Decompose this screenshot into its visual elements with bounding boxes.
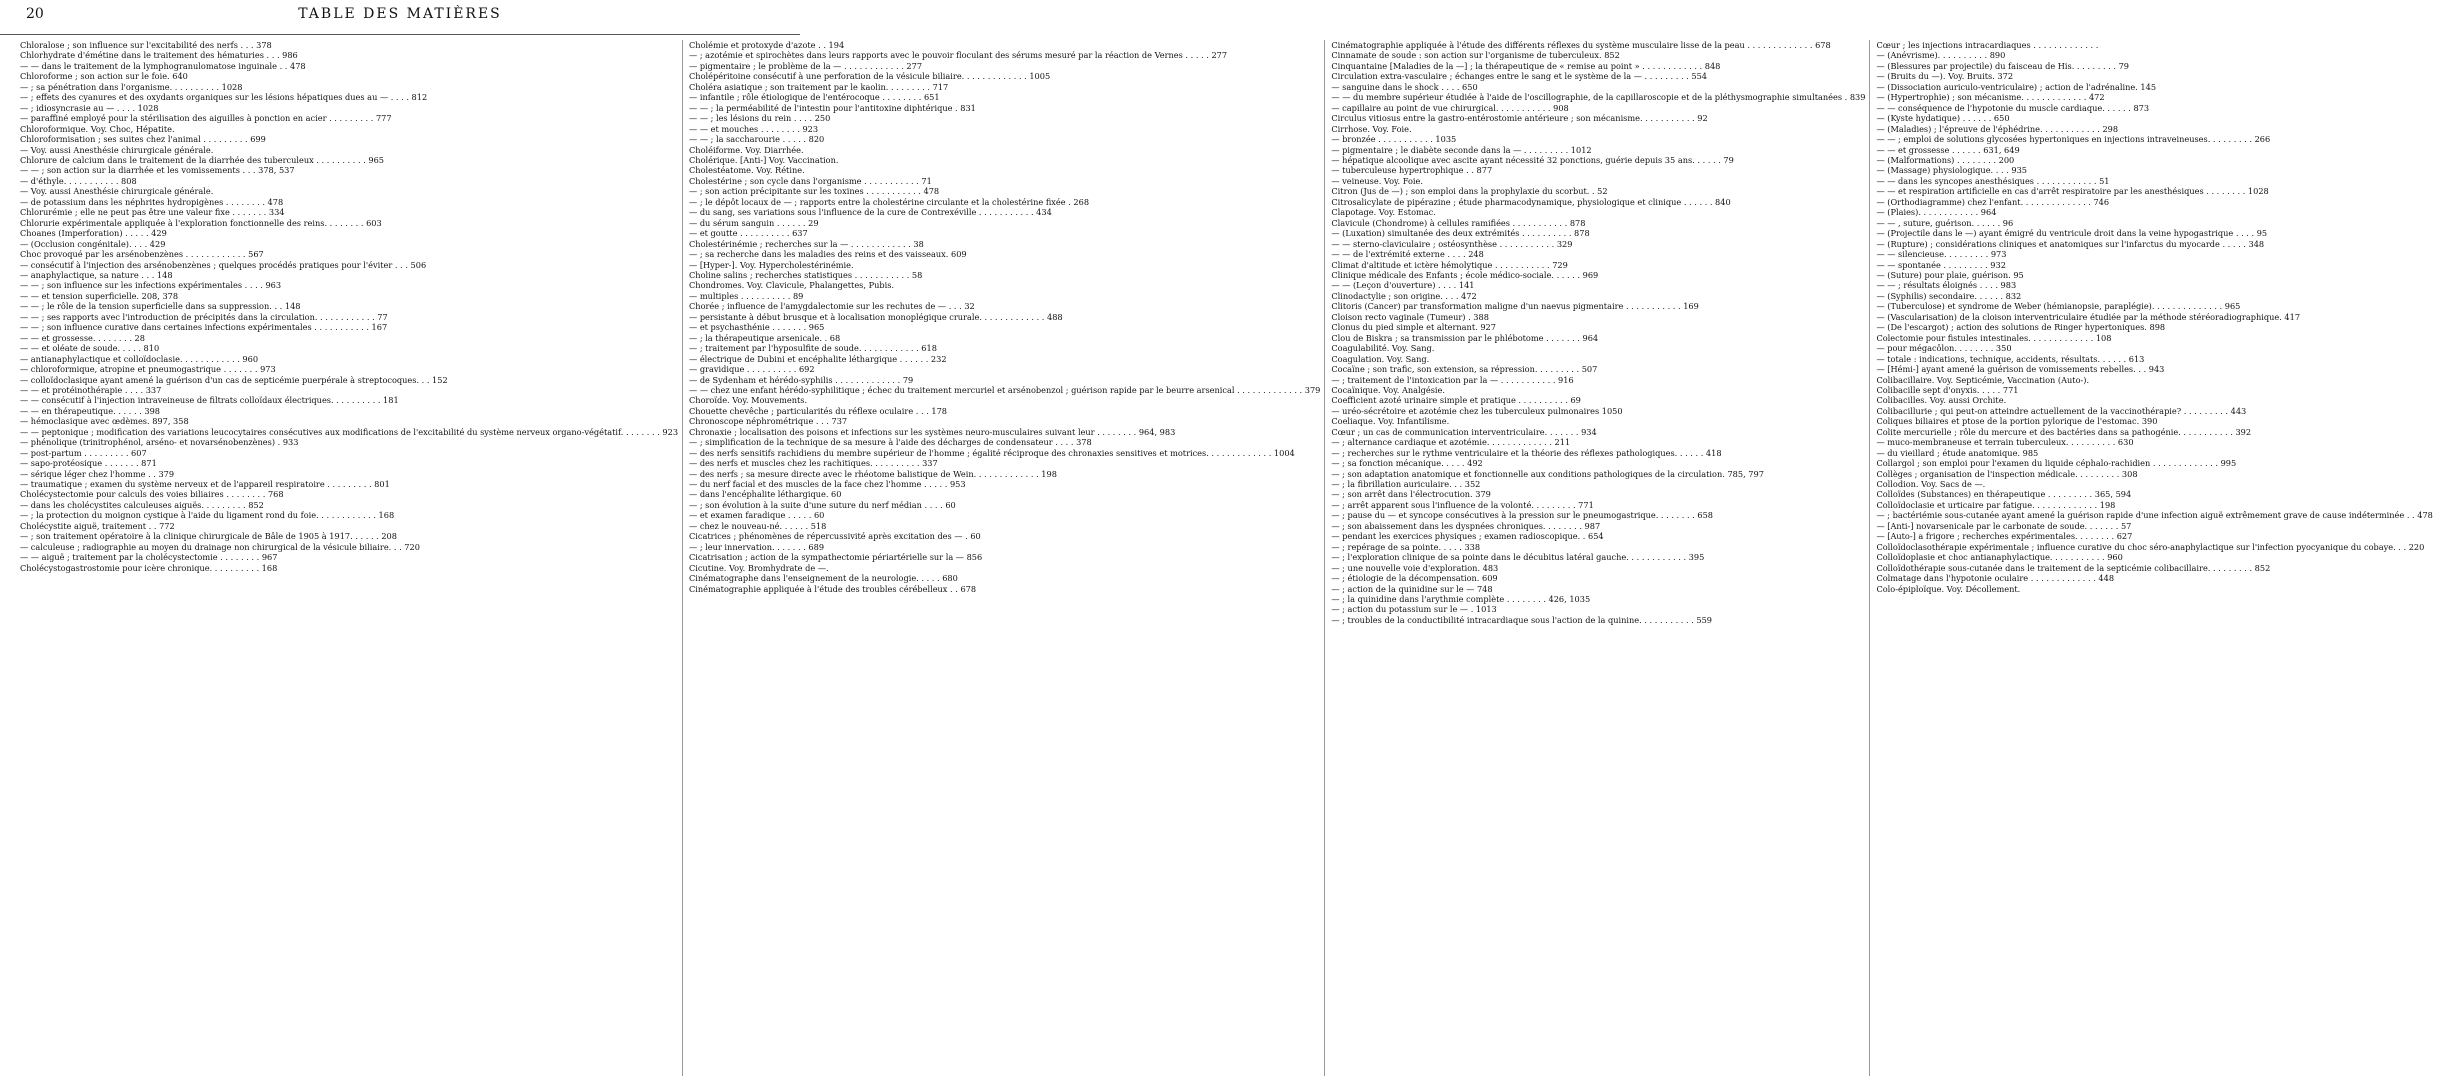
index-entry: — — ; son influence sur les infections expérimentales . . . . 963 — [20, 280, 282, 291]
index-entry: Choléiforme. Voy. Diarrhée. — [689, 144, 804, 155]
index-entry: Colibacillaire. Voy. Septicémie, Vaccination (Auto-). — [1876, 374, 2090, 385]
index-entry: — multiples . . . . . . . . . . 89 — [689, 290, 804, 301]
index-entry: — — aiguë ; traitement par la cholécystectomie . . . . . . . . 967 — [20, 552, 278, 563]
index-entry: — ; la fibrillation auriculaire. . . 352 — [1331, 479, 1481, 490]
index-entry: — ; arrêt apparent sous l'influence de la volonté. . . . . . . . . 771 — [1331, 499, 1594, 510]
index-entry: Choc provoqué par les arsénobenzènes . . . . . . . . . . . . 567 — [20, 249, 264, 260]
index-entry: — — (Leçon d'ouverture) . . . . 141 — [1331, 280, 1475, 291]
index-entry: — électrique de Dubini et encéphalite léthargique . . . . . . 232 — [689, 353, 947, 364]
index-entry: — du sérum sanguin . . . . . . 29 — [689, 217, 819, 228]
index-entry: — ; idiosyncrasie au — . . . . 1028 — [20, 102, 159, 113]
index-entry: — (Dissociation auriculo-ventriculaire) ; action de l'adrénaline. 145 — [1876, 81, 2157, 92]
index-entry: Cinquantaine [Maladies de la —] ; la thérapeutique de « remise au point » . . . . . . . . . . . . 848 — [1331, 60, 1721, 71]
index-entry: Cholécystectomie pour calculs des voies biliaires . . . . . . . . 768 — [20, 489, 284, 500]
index-entry: — (Anévrisme). . . . . . . . . . 890 — [1876, 50, 2006, 61]
index-entry: Cloison recto vaginale (Tumeur) . 388 — [1331, 311, 1489, 322]
index-entry: — ; le dépôt locaux de — ; rapports entre la cholestérine circulante et la cholestérine fixée . 268 — [689, 196, 1090, 207]
index-entry: Chlorurémie ; elle ne peut pas être une valeur fixe . . . . . . . 334 — [20, 207, 285, 218]
index-entry: — — sterno-claviculaire ; ostéosynthèse . . . . . . . . . . . 329 — [1331, 238, 1573, 249]
index-entry: — gravidique . . . . . . . . . . 692 — [689, 364, 815, 375]
index-entry: Clavicule (Chondrome) à cellules ramifiées . . . . . . . . . . . 878 — [1331, 217, 1586, 228]
index-entry: — (Vascularisation) de la cloison interventriculaire étudiée par la méthode stéréoradiographique. 417 — [1876, 311, 2301, 322]
index-entry: — pendant les exercices physiques ; examen radioscopique. . 654 — [1331, 531, 1604, 542]
index-entry: — ; son adaptation anatomique et fonctionnelle aux conditions pathologiques de la circulation. 785, 797 — [1331, 468, 1764, 479]
index-entry: — hépatique alcoolique avec ascite ayant nécessité 32 ponctions, guérie depuis 35 ans. . . . . . 79 — [1331, 154, 1734, 165]
index-entry: — — ; la perméabilité de l'intestin pour l'antitoxine diphtérique . 831 — [689, 102, 976, 113]
index-entry: — (Hypertrophie) ; son mécanisme. . . . . . . . . . . . . 472 — [1876, 92, 2105, 103]
index-entry: — ; traitement par l'hyposulfite de soude. . . . . . . . . . . . 618 — [689, 343, 937, 354]
index-entry: — ; sa recherche dans les maladies des reins et des vaisseaux. 609 — [689, 249, 967, 260]
index-entry: — d'éthyle. . . . . . . . . . . 808 — [20, 175, 137, 186]
index-entry: — et psychasthénie . . . . . . . 965 — [689, 322, 825, 333]
index-entry: — — conséquence de l'hypotonie du muscle cardiaque. . . . . . 873 — [1876, 102, 2150, 113]
index-entry: Clinodactylie ; son origine. . . . 472 — [1331, 290, 1477, 301]
index-entry: Cholérique. [Anti-] Voy. Vaccination. — [689, 154, 839, 165]
index-entry: Chronoscope néphrométrique . . . 737 — [689, 416, 848, 427]
index-entry: — ; action du potassium sur le — . 1013 — [1331, 604, 1497, 615]
index-entry: — ; azotémie et spirochètes dans leurs rapports avec le pouvoir floculant des sérums mesuré par la réaction de Vernes . . . . . 277 — [689, 50, 1228, 61]
index-entry: — tuberculeuse hypertrophique . . 877 — [1331, 165, 1493, 176]
index-entry: Climat d'altitude et ictère hémolytique . . . . . . . . . . . 729 — [1331, 259, 1568, 270]
index-entry: — ; l'exploration clinique de sa pointe dans le décubitus latéral gauche. . . . . . . . . . . . 395 — [1331, 552, 1705, 563]
index-entry: Colloïdothérapie sous-cutanée dans le traitement de la septicémie colibacillaire. . . . . . . . . 852 — [1876, 562, 2271, 573]
index-entry: — — et mouches . . . . . . . . 923 — [689, 123, 819, 134]
index-entry: — infantile ; rôle étiologique de l'entérocoque . . . . . . . . 651 — [689, 92, 940, 103]
index-entry: — antianaphylactique et colloïdoclasie. . . . . . . . . . . . 960 — [20, 353, 259, 364]
index-entry: Cholémie et protoxyde d'azote . . 194 — [689, 40, 845, 50]
index-entry: — et goutte . . . . . . . . . . 637 — [689, 228, 808, 239]
index-entry: — (Bruits du —). Voy. Bruits. 372 — [1876, 71, 2014, 82]
index-entry: Colloïdoclasie et urticaire par fatigue. . . . . . . . . . . . . 198 — [1876, 499, 2116, 510]
index-entry: — phénolique (trinitrophénol, arséno- et novarsénobenzènes) . 933 — [20, 437, 299, 448]
page-header — [0, 0, 800, 35]
index-entry: — (Malformations) . . . . . . . . 200 — [1876, 154, 2015, 165]
index-entry: Cicatrices ; phénomènes de répercussivité après excitation des — . 60 — [689, 531, 981, 542]
index-entry: — pigmentaire ; le problème de la — . . . . . . . . . . . . 277 — [689, 60, 923, 71]
index-entry: Colectomie pour fistules intestinales. . . . . . . . . . . . . 108 — [1876, 332, 2112, 343]
index-entry: — ; une nouvelle voie d'exploration. 483 — [1331, 562, 1499, 573]
index-entry: — — et respiration artificielle en cas d'arrêt respiratoire par les anesthésiques . . . . . . . . 1028 — [1876, 186, 2269, 197]
index-entry: — ; leur innervation. . . . . . . 689 — [689, 541, 825, 552]
index-entry: — — dans les syncopes anesthésiques . . . . . . . . . . . . 51 — [1876, 175, 2110, 186]
index-entry: — dans l'encéphalite léthargique. 60 — [689, 489, 842, 500]
index-entry: — — chez une enfant hérédo-syphilitique ; échec du traitement mercuriel et arsénobenzol ; guérison rapide par le beurre arsenical . . . . . . . . . . . . . 379 — [689, 384, 1321, 395]
index-column-1 — [20, 40, 683, 1076]
index-entry: — — ; les lésions du rein . . . . 250 — [689, 113, 831, 124]
index-entry: — dans les cholécystites calculeuses aiguës. . . . . . . . . 852 — [20, 499, 264, 510]
index-entry: — anaphylactique, sa nature . . . 148 — [20, 269, 173, 280]
index-entry: — ; repérage de sa pointe. . . . . 338 — [1331, 541, 1481, 552]
index-entry: — sapo-protéosique . . . . . . . 871 — [20, 458, 157, 469]
index-entry: — (Luxation) simultanée des deux extrémités . . . . . . . . . . 878 — [1331, 228, 1590, 239]
index-entry: — ; son action précipitante sur les toxines . . . . . . . . . . . 478 — [689, 186, 940, 197]
index-entry: — muco-membraneuse et terrain tuberculeux. . . . . . . . . . 630 — [1876, 437, 2134, 448]
index-entry: Colmatage dans l'hypotonie oculaire . . . . . . . . . . . . . 448 — [1876, 573, 2115, 584]
index-entry: — ; sa fonction mécanique. . . . . 492 — [1331, 458, 1483, 469]
index-entry: — totale : indications, technique, accidents, résultats. . . . . . 613 — [1876, 353, 2145, 364]
index-entry: Cholestérine ; son cycle dans l'organisme . . . . . . . . . . . 71 — [689, 175, 932, 186]
index-entry: Coefficient azoté urinaire simple et pratique . . . . . . . . . . 69 — [1331, 395, 1581, 406]
index-entry: — sanguine dans le shock . . . . 650 — [1331, 81, 1478, 92]
index-entry: Colloïdoplasie et choc antianaphylactique. . . . . . . . . . . 960 — [1876, 552, 2123, 563]
index-entry: Coeliaque. Voy. Infantilisme. — [1331, 416, 1450, 427]
index-entry: Cholépéritoine consécutif à une perforation de la vésicule biliaire. . . . . . . . . . . . . 1005 — [689, 71, 1051, 82]
index-entry: Chlorhydrate d'émétine dans le traitement des hématuries . . . 986 — [20, 50, 298, 61]
index-entry: — colloïdoclasique ayant amené la guérison d'un cas de septicémie puerpérale à streptocoques. . . 152 — [20, 374, 448, 385]
index-entry: — veineuse. Voy. Foie. — [1331, 175, 1423, 186]
index-entry: — (Suture) pour plaie, guérison. 95 — [1876, 269, 2024, 280]
index-entry: — — ; emploi de solutions glycosées hypertoniques en injections intraveineuses. . . . . . . . . 266 — [1876, 134, 2271, 145]
index-entry: Chronaxie ; localisation des poisons et infections sur les systèmes neuro-musculaires suivant leur . . . . . . . . 964, 983 — [689, 426, 1176, 437]
index-entry: Clou de Biskra ; sa transmission par le phlébotome . . . . . . . 964 — [1331, 332, 1599, 343]
index-entry: Clonus du pied simple et alternant. 927 — [1331, 322, 1496, 333]
index-entry: — des nerfs ; sa mesure directe avec le rhéotome balistique de Wein. . . . . . . . . . . . . 198 — [689, 468, 1057, 479]
index-entry: Coliques biliaires et ptose de la portion pylorique de l'estomac. 390 — [1876, 416, 2158, 427]
index-entry: — — , suture, guérison. . . . . . 96 — [1876, 217, 2014, 228]
index-entry: — post-partum . . . . . . . . . 607 — [20, 447, 147, 458]
index-entry: — chloroformique, atropine et pneumogastrique . . . . . . . 973 — [20, 364, 276, 375]
index-entry: — — et grossesse . . . . . . 631, 649 — [1876, 144, 2020, 155]
index-entry: Colloïdes (Substances) en thérapeutique . . . . . . . . . 365, 594 — [1876, 489, 2132, 500]
index-entry: — — ; résultats éloignés . . . . 983 — [1876, 280, 2017, 291]
index-entry: — persistante à début brusque et à localisation monoplégique crurale. . . . . . . . . . . . . 488 — [689, 311, 1063, 322]
index-entry: — — et tension superficielle. 208, 378 — [20, 290, 179, 301]
index-entry: — de potassium dans les néphrites hydropigènes . . . . . . . . 478 — [20, 196, 284, 207]
index-entry: — ; bactériémie sous-cutanée ayant amené la guérison rapide d'une infection aiguë extrêmement grave de cause indéterminée . . 478 — [1876, 510, 2433, 521]
index-entry: — ; troubles de la conductibilité intracardiaque sous l'action de la quinine. . . . . . . . . . . 559 — [1331, 614, 1713, 625]
index-entry: — paraffiné employé pour la stérilisation des aiguilles à ponction en acier . . . . . . . . . 777 — [20, 113, 392, 124]
index-entry: — ; traitement de l'intoxication par la — . . . . . . . . . . . 916 — [1331, 374, 1574, 385]
index-entry: Cinnamate de soude : son action sur l'organisme de tuberculeux. 852 — [1331, 50, 1620, 61]
index-entry: — consécutif à l'injection des arsénobenzènes ; quelques procédés pratiques pour l'éviter . . . 506 — [20, 259, 427, 270]
index-entry: — traumatique ; examen du système nerveux et de l'appareil respiratoire . . . . . . . . . 801 — [20, 479, 390, 490]
index-entry: — (Projectile dans le —) ayant émigré du ventricule droit dans la veine hypogastrique . . . . 95 — [1876, 228, 2268, 239]
index-entry: — (Massage) physiologique. . . . 935 — [1876, 165, 2027, 176]
index-entry: — (Maladies) ; l'épreuve de l'éphédrine. . . . . . . . . . . . 298 — [1876, 123, 2119, 134]
index-entry: Choléra asiatique ; son traitement par le kaolin. . . . . . . . . 717 — [689, 81, 949, 92]
index-entry: — (Plaies). . . . . . . . . . . . 964 — [1876, 207, 1997, 218]
index-entry: Chlorurie expérimentale appliquée à l'exploration fonctionnelle des reins. . . . . . . . 603 — [20, 217, 382, 228]
index-entry: — ; la protection du moignon cystique à l'aide du ligament rond du foie. . . . . . . . . . . . 168 — [20, 510, 395, 521]
index-entry: — — consécutif à l'injection intraveineuse de filtrats colloïdaux électriques. . . . . . . . . . 181 — [20, 395, 399, 406]
index-entry: Chloralose ; son influence sur l'excitabilité des nerfs . . . 378 — [20, 40, 272, 50]
index-entry: — — peptonique ; modification des variations leucocytaires consécutives aux modifications de l'excitabilité du système nerveux organo-végétatif. . . . . . . . 923 — [20, 426, 679, 437]
index-entry: — — et oléate de soude. . . . . 810 — [20, 343, 160, 354]
index-entry: — — et grossesse. . . . . . . . 28 — [20, 332, 145, 343]
index-entry: — ; recherches sur le rythme ventriculaire et la théorie des réflexes pathologiques. . . . . . 418 — [1331, 447, 1722, 458]
index-entry: Chouette chevêche ; particularités du réflexe oculaire . . . 178 — [689, 405, 948, 416]
index-entry: — ; sa pénétration dans l'organisme. . . . . . . . . . 1028 — [20, 81, 243, 92]
index-entry: Clapotage. Voy. Estomac. — [1331, 207, 1436, 218]
index-entry: — (Orthodiagramme) chez l'enfant. . . . . . . . . . . . . . 746 — [1876, 196, 2110, 207]
index-entry: Cholestéatome. Voy. Rétine. — [689, 165, 805, 176]
index-entry: Circulation extra-vasculaire ; échanges entre le sang et le système de la — . . . . . . . . . 554 — [1331, 71, 1708, 82]
index-entry: Collèges ; organisation de l'inspection médicale. . . . . . . . . 308 — [1876, 468, 2138, 479]
page-number: 20 — [26, 6, 44, 22]
index-entry: — — du membre supérieur étudiée à l'aide de l'oscillographie, de la capillaroscopie et de la pléthysmographie simultanées . 839 — [1331, 92, 1866, 103]
index-entry: Chlorure de calcium dans le traitement de la diarrhée des tuberculeux . . . . . . . . . . 965 — [20, 154, 385, 165]
index-entry: — uréo-sécrétoire et azotémie chez les tuberculeux pulmonaires 1050 — [1331, 405, 1623, 416]
index-entry: — Voy. aussi Anesthésie chirurgicale générale. — [20, 144, 214, 155]
index-entry: — — en thérapeutique. . . . . . 398 — [20, 405, 160, 416]
index-entry: Colite mercurielle ; rôle du mercure et des bactéries dans sa pathogénie. . . . . . . . . . . 392 — [1876, 426, 2252, 437]
index-entry: — [Anti-] novarsenicale par le carbonate de soude. . . . . . . 57 — [1876, 520, 2132, 531]
index-entry: — ; pause du — et syncope consécutives à la pression sur le pneumogastrique. . . . . . . . 658 — [1331, 510, 1713, 521]
index-entry: Cholécystogastrostomie pour icère chronique. . . . . . . . . . 168 — [20, 562, 278, 573]
index-entry: — capillaire au point de vue chirurgical. . . . . . . . . . . 908 — [1331, 102, 1569, 113]
index-entry: — hémoclasique avec œdèmes. 897, 358 — [20, 416, 189, 427]
running-title: TABLE DES MATIÈRES — [298, 6, 502, 22]
index-entry: — ; son traitement opératoire à la clinique chirurgicale de Bâle de 1905 à 1917. . . . . . 208 — [20, 531, 397, 542]
index-entry: — ; effets des cyanures et des oxydants organiques sur les lésions hépatiques dues au — . . . . 812 — [20, 92, 428, 103]
index-entry: — pigmentaire ; le diabète seconde dans la — . . . . . . . . . 1012 — [1331, 144, 1592, 155]
index-entry: — [Auto-] a frigore ; recherches expérimentales. . . . . . . . 627 — [1876, 531, 2133, 542]
index-entry: Cholestérinémie ; recherches sur la — . . . . . . . . . . . . 38 — [689, 238, 924, 249]
index-entry: — et examen faradique . . . . . 60 — [689, 510, 825, 521]
index-entry: Cirrhose. Voy. Foie. — [1331, 123, 1412, 134]
index-column-3 — [1331, 40, 1870, 1076]
index-entry: — des nerfs et muscles chez les rachitiques. . . . . . . . . . 337 — [689, 458, 938, 469]
index-entry: — (Occlusion congénitale). . . . 429 — [20, 238, 166, 249]
index-entry: — (Syphilis) secondaire. . . . . . 832 — [1876, 290, 2022, 301]
index-entry: Cicatrisation ; action de la sympathectomie périartérielle sur la — 856 — [689, 552, 983, 563]
index-entry: — du sang, ses variations sous l'influence de la cure de Contrexéville . . . . . . . . . . . 434 — [689, 207, 1052, 218]
index-entry: Coagulabilité. Voy. Sang. — [1331, 343, 1435, 354]
index-entry: — ; simplification de la technique de sa mesure à l'aide des décharges de condensateur . . . . 378 — [689, 437, 1092, 448]
index-columns — [20, 40, 2433, 1076]
index-entry: — du nerf facial et des muscles de la face chez l'homme . . . . . 953 — [689, 479, 966, 490]
index-entry: Colloïdoclasothérapie expérimentale ; influence curative du choc séro-anaphylactique sur l'infection pyocyanique du cobaye. . . 220 — [1876, 541, 2425, 552]
index-entry: — Voy. aussi Anesthésie chirurgicale générale. — [20, 186, 214, 197]
index-entry: — des nerfs sensitifs rachidiens du membre supérieur de l'homme ; égalité réciproque des chronaxies sensitives et motrices. . . . . . . . . . . . . 1004 — [689, 447, 1295, 458]
index-column-4 — [1876, 40, 2436, 1076]
index-entry: Colibacillurie ; qui peut-on atteindre actuellement de la vaccinothérapie? . . . . . . . . . 443 — [1876, 405, 2247, 416]
index-entry: — — de l'extrémité externe . . . . 248 — [1331, 249, 1484, 260]
index-entry: Cicutine. Voy. Bromhydrate de —. — [689, 562, 829, 573]
index-entry: Cinématographie appliquée à l'étude des troubles cérébelleux . . 678 — [689, 583, 977, 594]
index-entry: Choroïde. Voy. Mouvements. — [689, 395, 808, 406]
index-entry: — [Hyper-]. Voy. Hypercholestérinémie. — [689, 259, 854, 270]
index-entry: Collodion. Voy. Sacs de —. — [1876, 479, 1986, 490]
index-entry: — ; la thérapeutique arsenicale. . 68 — [689, 332, 841, 343]
index-entry: Chloroformisation ; ses suites chez l'animal . . . . . . . . . 699 — [20, 134, 266, 145]
index-entry: — ; son abaissement dans les dyspnées chroniques. . . . . . . . 987 — [1331, 520, 1601, 531]
index-entry: — pour mégacôlon. . . . . . . . 350 — [1876, 343, 2012, 354]
index-entry: Cocaïne ; son trafic, son extension, sa répression. . . . . . . . . 507 — [1331, 364, 1598, 375]
index-entry: Chondromes. Voy. Clavicule, Phalangettes, Pubis. — [689, 280, 895, 291]
index-entry: — — ; la saccharourie . . . . . 820 — [689, 134, 825, 145]
index-entry: Clinique médicale des Enfants ; école médico-sociale. . . . . . 969 — [1331, 269, 1599, 280]
index-entry: — — et protéinothérapie . . . . 337 — [20, 384, 162, 395]
index-entry: — — silencieuse. . . . . . . . . 973 — [1876, 249, 2007, 260]
index-entry: — — spontanée . . . . . . . . . 932 — [1876, 259, 2006, 270]
index-entry: Cinématographe dans l'enseignement de la neurologie. . . . . 680 — [689, 573, 958, 584]
index-column-2 — [689, 40, 1325, 1076]
index-entry: — ; la quinidine dans l'arythmie complète . . . . . . . . 426, 1035 — [1331, 594, 1591, 605]
index-entry: — (Kyste hydatique) . . . . . . 650 — [1876, 113, 2010, 124]
index-entry: Cholécystite aiguë, traitement . . 772 — [20, 520, 175, 531]
index-entry: Cœur ; les injections intracardiaques . . . . . . . . . . . . . — [1876, 40, 2099, 50]
index-entry: — ; étiologie de la décompensation. 609 — [1331, 573, 1498, 584]
index-entry: — [Hémi-] ayant amené la guérison de vomissements rebelles. . . 943 — [1876, 364, 2165, 375]
index-entry: Colibacille sept d'onyxis. . . . . 771 — [1876, 384, 2019, 395]
index-entry: Coagulation. Voy. Sang. — [1331, 353, 1430, 364]
index-entry: — (De l'escargot) ; action des solutions de Ringer hypertoniques. 898 — [1876, 322, 2166, 333]
index-entry: Cœur ; un cas de communication interventriculaire. . . . . . . 934 — [1331, 426, 1597, 437]
index-entry: Colibacilles. Voy. aussi Orchite. — [1876, 395, 2007, 406]
index-entry: — — dans le traitement de la lymphogranulomatose inguinale . . 478 — [20, 60, 306, 71]
index-entry: — ; action de la quinidine sur le — 748 — [1331, 583, 1493, 594]
index-entry: — du vieillard ; étude anatomique. 985 — [1876, 447, 2039, 458]
index-entry: Citrosalicylate de pipérazine ; étude pharmacodynamique, physiologique et clinique . . . . . . 840 — [1331, 196, 1731, 207]
index-entry: Choline salins ; recherches statistiques . . . . . . . . . . . 58 — [689, 269, 923, 280]
index-entry: — (Blessures par projectile) du faisceau de His. . . . . . . . . 79 — [1876, 60, 2129, 71]
index-entry: Citron (Jus de —) ; son emploi dans la prophylaxie du scorbut. . 52 — [1331, 186, 1608, 197]
index-entry: — — ; son action sur la diarrhée et les vomissements . . . 378, 537 — [20, 165, 295, 176]
index-entry: — ; son évolution à la suite d'une suture du nerf médian . . . . 60 — [689, 499, 956, 510]
index-entry: Cinématographie appliquée à l'étude des différents réflexes du système musculaire lisse de la peau . . . . . . . . . . . . . 678 — [1331, 40, 1831, 50]
index-entry: — ; son arrêt dans l'électrocution. 379 — [1331, 489, 1491, 500]
index-entry: — sérique léger chez l'homme . . 379 — [20, 468, 175, 479]
index-entry: — calculeuse ; radiographie au moyen du drainage non chirurgical de la vésicule biliaire. . . 720 — [20, 541, 420, 552]
index-entry: Chloroforme ; son action sur le foie. 640 — [20, 71, 188, 82]
index-entry: Cocaïnique. Voy. Analgésie. — [1331, 384, 1445, 395]
index-entry: Circulus vitiosus entre la gastro-entérostomie antérieure ; son mécanisme. . . . . . . . . . . 92 — [1331, 113, 1708, 124]
index-entry: — de Sydenham et hérédo-syphilis . . . . . . . . . . . . . 79 — [689, 374, 914, 385]
index-entry: Chloroformique. Voy. Choc, Hépatite. — [20, 123, 175, 134]
index-entry: — chez le nouveau-né. . . . . . 518 — [689, 520, 827, 531]
index-entry: — — ; le rôle de la tension superficielle dans sa suppression. . . 148 — [20, 301, 301, 312]
index-entry: Choanes (Imperforation) . . . . . 429 — [20, 228, 167, 239]
index-entry: — (Rupture) ; considérations cliniques et anatomiques sur l'infarctus du myocarde . . . . . 348 — [1876, 238, 2265, 249]
index-entry: Chorée ; influence de l'amygdalectomie sur les rechutes de — . . . 32 — [689, 301, 975, 312]
index-entry: Collargol ; son emploi pour l'examen du liquide céphalo-rachidien . . . . . . . . . . . . . 995 — [1876, 458, 2237, 469]
index-entry: — bronzée . . . . . . . . . . . 1035 — [1331, 134, 1457, 145]
index-entry: Colo-épiploïque. Voy. Décollement. — [1876, 583, 2021, 594]
index-entry: Clitoris (Cancer) par transformation maligne d'un naevus pigmentaire . . . . . . . . . . . 169 — [1331, 301, 1699, 312]
index-entry: — ; alternance cardiaque et azotémie. . . . . . . . . . . . . 211 — [1331, 437, 1571, 448]
index-entry: — (Tuberculose) et syndrome de Weber (hémianopsie, paraplégie). . . . . . . . . . . . . . 965 — [1876, 301, 2241, 312]
index-entry: — — ; son influence curative dans certaines infections expérimentales . . . . . . . . . . . 167 — [20, 322, 388, 333]
index-entry: — — ; ses rapports avec l'introduction de précipités dans la circulation. . . . . . . . . . . . 77 — [20, 311, 388, 322]
